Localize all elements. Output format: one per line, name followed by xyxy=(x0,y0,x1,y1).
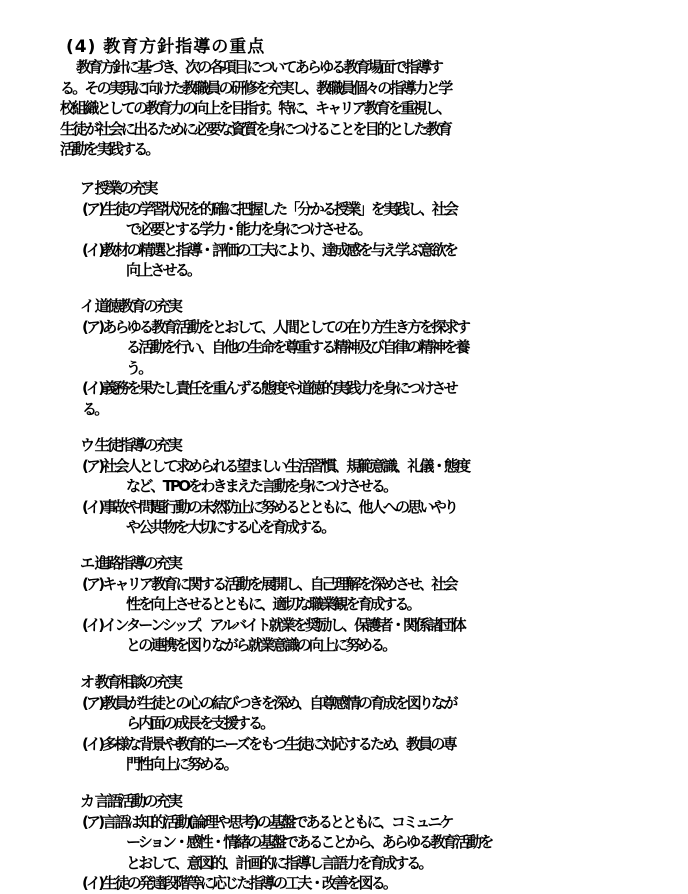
item-line: る。 xyxy=(82,399,107,418)
section-ka xyxy=(80,791,688,894)
intro-line: 活動を実践する。 xyxy=(60,140,158,158)
list-item xyxy=(82,456,688,497)
item-line: (ア)言語は知的活動(論理や思考)の基盤であるとともに、コミュニケ xyxy=(82,812,452,831)
list-item xyxy=(82,574,688,615)
item-line: 向上させる。 xyxy=(126,261,200,279)
list-item xyxy=(82,199,688,240)
list-item xyxy=(82,317,688,379)
item-line: (イ)生徒の発達段階等に応じた指導の工夫・改善を図る。 xyxy=(82,874,396,892)
item-line: (ア)キャリア教育に関する活動を展開し、自己理解を深めさせ、社会 xyxy=(82,574,456,593)
item-line: ら内面の成長を支援する。 xyxy=(126,714,273,732)
item-line: (ア)生徒の学習状況を的確に把握した「分かる授業」を実践し、社会 xyxy=(82,199,457,218)
item-line: 門性向上に努める。 xyxy=(126,755,236,773)
item-line: (イ)教材の精選と指導・評価の工夫により、達成感を与え学ぶ意欲を xyxy=(82,240,457,259)
item-line: (イ)多様な背景や教育的ニーズをもつ生徒に対応するため、教員の専 xyxy=(82,734,455,753)
item-line: (イ)義務を果たし責任を重んずる態度や道徳的実践力を身につけさせ xyxy=(82,379,456,397)
section-o xyxy=(80,672,688,775)
section-title: ア 授業の充実 xyxy=(80,179,156,197)
section-title: イ 道徳教育の充実 xyxy=(80,297,181,315)
item-line: (イ)インターンシップ、アルバイト就業を奨励し、保護者・関係諸団体 xyxy=(82,615,464,634)
item-line: (ア)社会人として求められる望ましい生活習慣、規範意識、礼儀・態度 xyxy=(82,456,469,475)
section-e xyxy=(80,553,688,656)
list-item xyxy=(82,240,688,281)
intro-line: 生徒が社会に出るために必要な資質を身につけることを目的とした教育 xyxy=(60,119,451,138)
list-item xyxy=(82,378,688,419)
item-line: ーション・感性・情緒の基盤であることから、あらゆる教育活動を xyxy=(126,833,492,851)
intro-line: 校組織としての教育力の向上を目指す。特に、キャリア教育を重視し、 xyxy=(60,99,450,117)
section-u xyxy=(80,435,688,538)
item-line: (イ)事故や問題行動の未然防止に努めるとともに、他人への思いやり xyxy=(82,497,457,516)
item-line: との連携を図りながら就業意識の向上に努める。 xyxy=(126,636,395,654)
item-line: とおして、意図的、計画的に指導し言語力を育成する。 xyxy=(126,853,431,872)
item-line: う。 xyxy=(126,358,151,377)
intro-paragraph xyxy=(60,57,688,160)
section-title: オ 教育相談の充実 xyxy=(80,673,181,691)
section-title: カ 言語活動の充実 xyxy=(80,792,181,810)
section-title: エ 進路指導の充実 xyxy=(80,554,181,572)
section-i xyxy=(80,296,688,419)
section-a xyxy=(80,178,688,281)
list-item xyxy=(82,812,688,874)
intro-line: る。その実現に向けた教職員の研修を充実し、教職員個々の指導力と学 xyxy=(60,78,451,97)
item-line: や公共物を大切にする心を育成する。 xyxy=(126,518,334,536)
item-line: 性を向上させるとともに、適切な職業観を育成する。 xyxy=(126,595,419,613)
list-item xyxy=(82,873,688,894)
section-heading: (4) 教育方針指導の重点 xyxy=(66,37,266,57)
section-title: ウ 生徒指導の充実 xyxy=(80,436,181,454)
list-item xyxy=(82,615,688,656)
list-item xyxy=(82,734,688,775)
item-line: で必要とする学力・能力を身につけさせる。 xyxy=(126,220,370,238)
list-item xyxy=(82,497,688,538)
item-line: る活動を行い、自他の生命を尊重する精神及び自律の精神を養 xyxy=(126,338,468,356)
item-line: (ア)あらゆる教育活動をとおして、人間としての在り方生き方を探求す xyxy=(82,317,469,336)
item-line: (ア)教員が生徒との心の結びつきを深め、自尊感情の育成を図りなが xyxy=(82,693,456,712)
item-line: など、TPOをわきまえた言動を身につけさせる。 xyxy=(126,477,396,495)
intro-line: 教育方針に基づき、次の各項目についてあらゆる教育場面で指導す xyxy=(76,58,442,76)
list-item xyxy=(82,693,688,734)
